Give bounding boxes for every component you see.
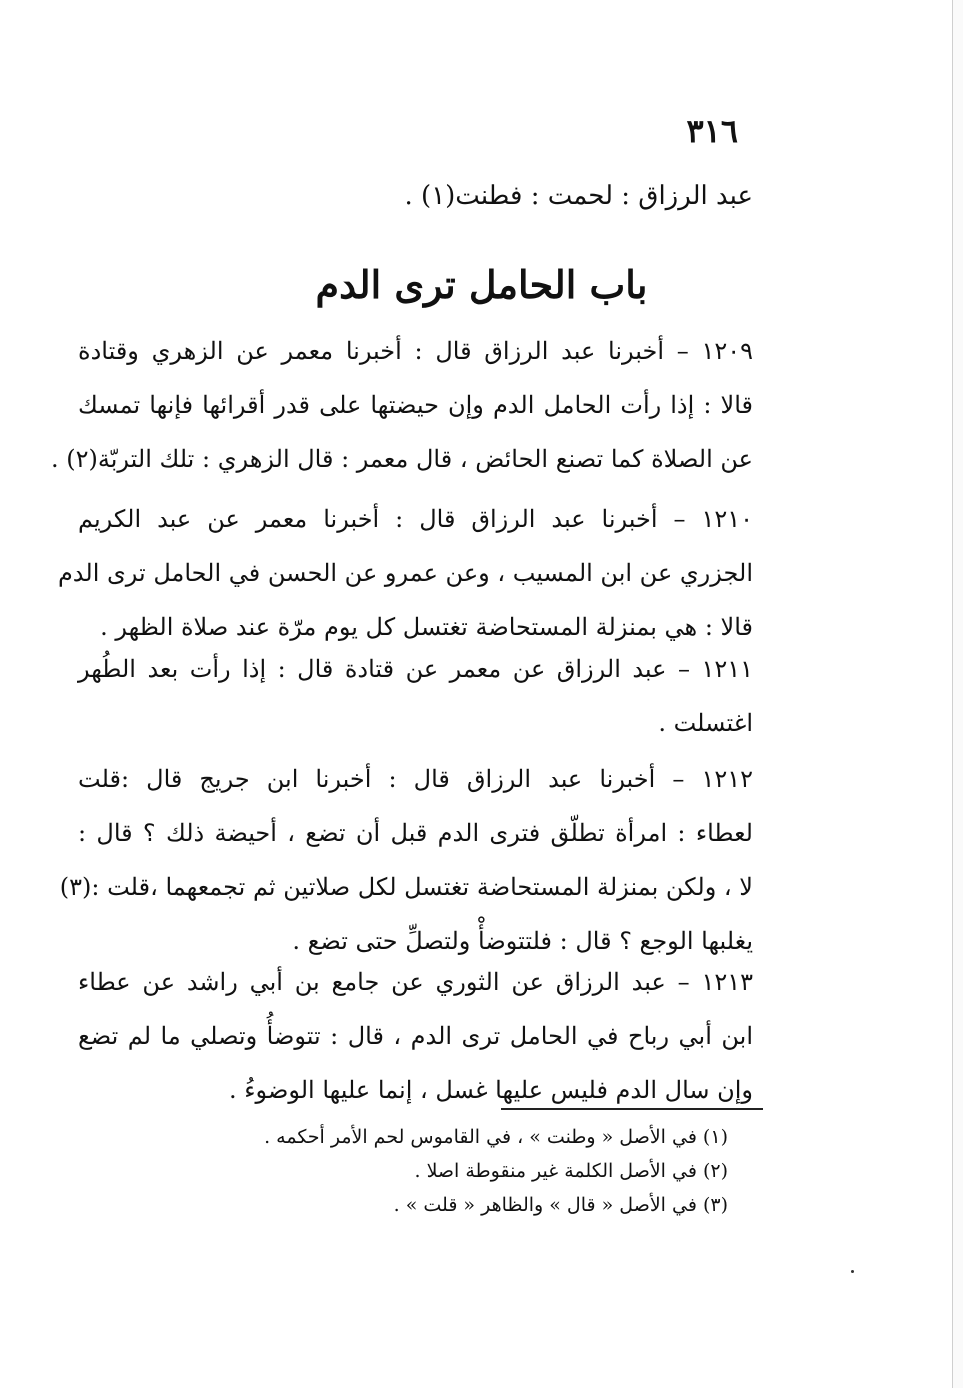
carry-over-line: عبد الرزاق : لحمت : فطنت(١) . [404, 181, 753, 211]
chapter-title: باب الحامل ترى الدم [315, 262, 648, 307]
paragraph-line: ابن أبي رباح في الحامل ترى الدم ، قال : تتوضأُ وتصلي ما لم تضع [78, 1022, 753, 1050]
footnote: (٣) في الأصل « قال » والظاهر « قلت » . [393, 1194, 728, 1216]
hadith-paragraph [78, 642, 753, 750]
paragraph-line: قالا : إذا رأت الحامل الدم وإن حيضتها على قدر أقرائها فإنها تمسك [78, 391, 753, 419]
paragraph-line: عن الصلاة كما تصنع الحائض ، قال معمر : قال الزهري : تلك التربّة(٢) . [50, 445, 753, 473]
paragraph-line: الجزري عن ابن المسيب ، وعن عمرو عن الحسن في الحامل ترى الدم [57, 559, 753, 587]
paragraph-line: لا ، ولكن بمنزلة المستحاضة تغتسل لكل صلاتين ثم تجمعهما ،قلت :(٣) [59, 873, 753, 901]
scan-speck [851, 1270, 854, 1273]
hadith-paragraph [50, 324, 753, 486]
paragraph-line: ١٢١٢ – أخبرنا عبد الرزاق قال : أخبرنا ابن جريج قال :قلت [78, 765, 753, 793]
paragraph-line: لعطاء : امرأة تطلّق فترى الدم قبل أن تضع ، أحيضة ذلك ؟ قال : [78, 819, 753, 847]
footnotes [108, 1120, 728, 1222]
paragraph-line: ١٢١١ – عبد الرزاق عن معمر عن قتادة قال : إذا رأت بعد الطُهر [78, 655, 753, 683]
footnote-separator [501, 1108, 763, 1110]
hadith-paragraph [57, 492, 753, 654]
footnote: (٢) في الأصل الكلمة غير منقوطة اصلا . [414, 1160, 728, 1182]
hadith-paragraph [59, 752, 753, 968]
paragraph-line: اغتسلت . [658, 709, 753, 737]
paragraph-line: وإن سال الدم فليس عليها غسل ، إنما عليها الوضوءُ . [229, 1076, 753, 1104]
paragraph-line: يغلبها الوجع ؟ قال : فلتتوضأْ ولتصلِّ حتى تضع . [292, 927, 753, 955]
scan-edge [952, 0, 963, 1388]
hadith-paragraph [78, 955, 753, 1117]
paragraph-line: ١٢٠٩ – أخبرنا عبد الرزاق قال : أخبرنا معمر عن الزهري وقتادة [78, 337, 753, 365]
footnote: (١) في الأصل « وطنت » ، في القاموس لحم الأمر أحكمه . [264, 1126, 728, 1148]
page-number: ٣١٦ [686, 112, 738, 150]
paragraph-line: قالا : هي بمنزلة المستحاضة تغتسل كل يوم مرّة عند صلاة الظهر . [100, 613, 753, 641]
paragraph-line: ١٢١٠ – أخبرنا عبد الرزاق قال : أخبرنا معمر عن عبد الكريم [78, 505, 753, 533]
paragraph-line: ١٢١٣ – عبد الرزاق عن الثوري عن جامع بن أبي راشد عن عطاء [78, 968, 753, 996]
